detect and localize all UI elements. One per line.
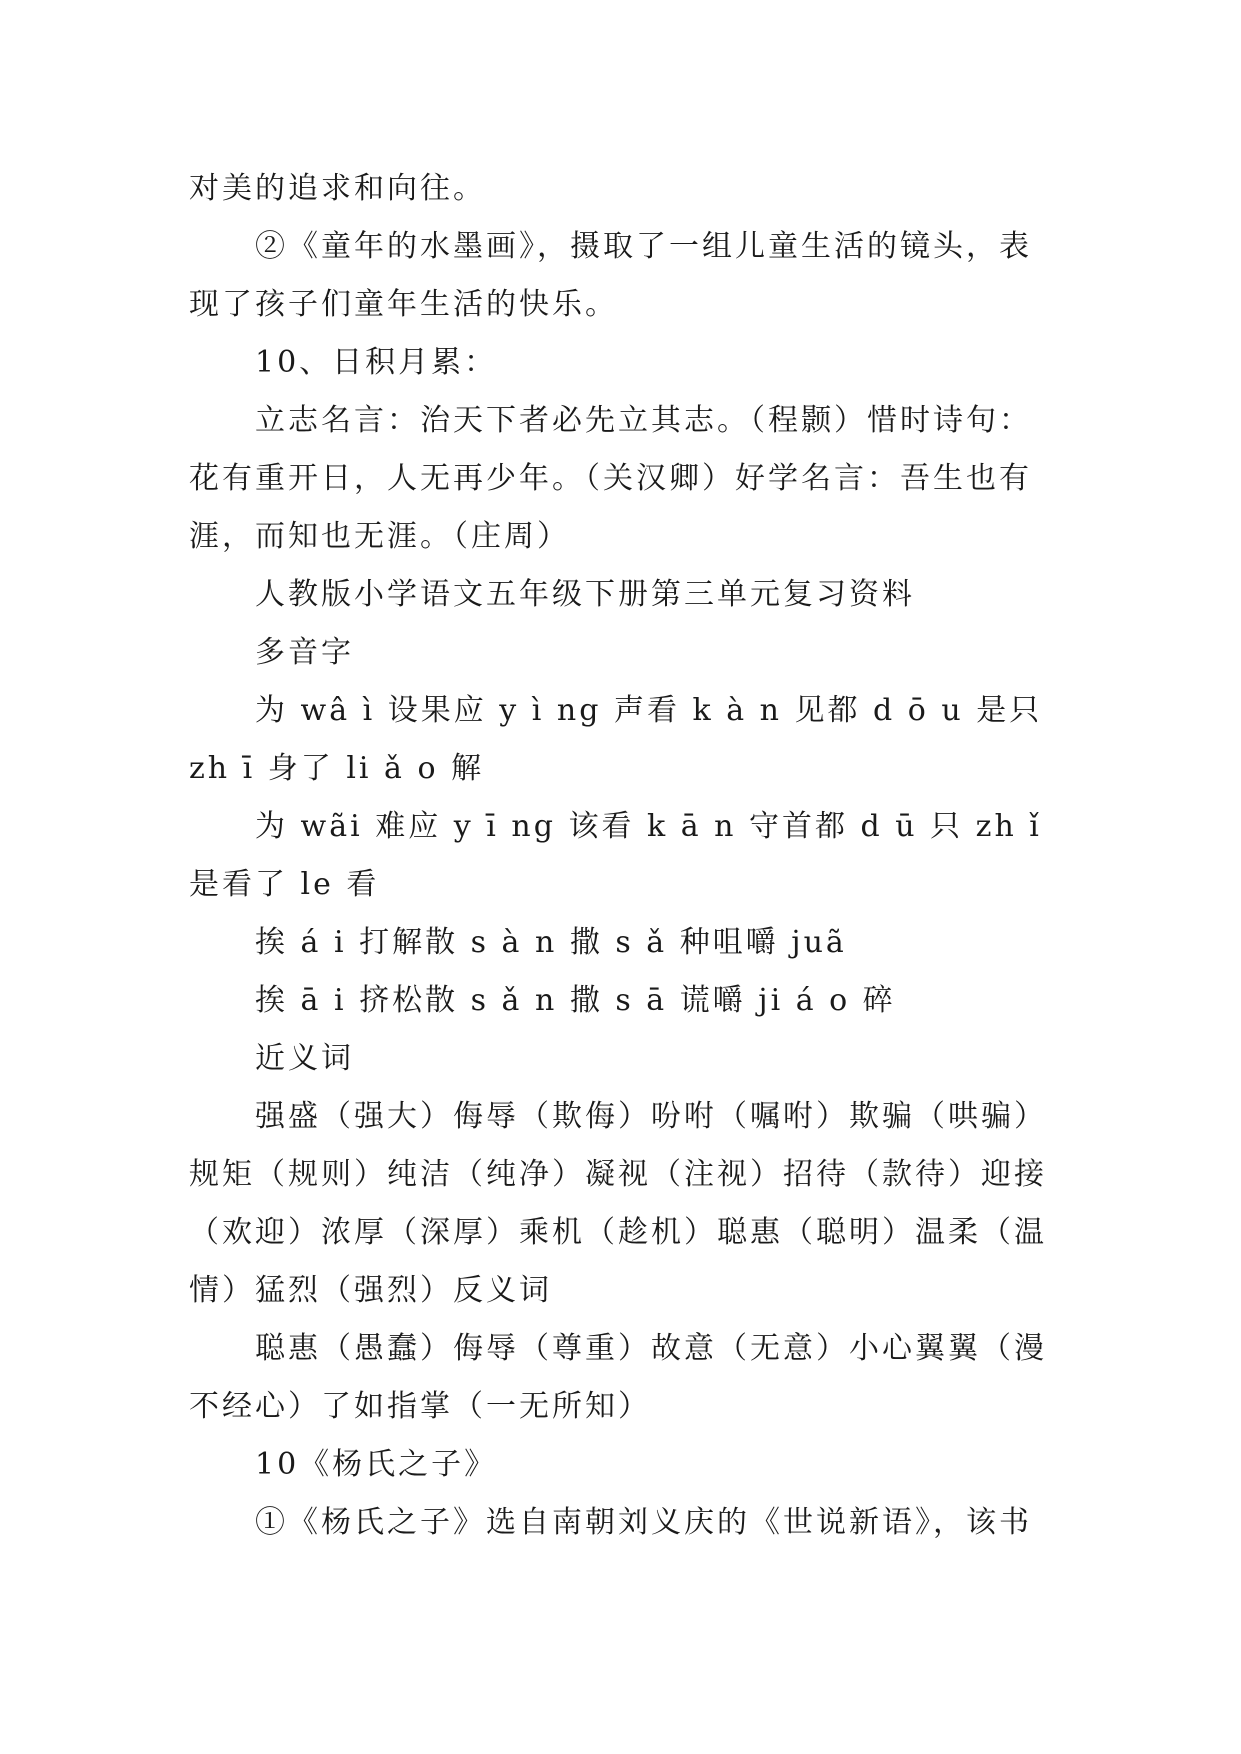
paragraph: ①《杨氏之子》选自南朝刘义庆的《世说新语》，该书 [255, 1505, 1032, 1540]
paragraph: 立志名言：治天下者必先立其志。（程颢）惜时诗句：花有重开日，人无再少年。（关汉卿）好学名言：吾生也有涯，而知也无涯。（庄周） [189, 403, 1032, 554]
document-body [189, 160, 1049, 1552]
pinyin-line: 为 wãi 难应 y ī ng 该看 k ā n 守首都 d ū 只 zh ǐ 是看了 le 看 [189, 809, 1042, 902]
section-heading: 10、日积月累： [255, 345, 498, 380]
paragraph: ②《童年的水墨画》，摄取了一组儿童生活的镜头，表现了孩子们童年生活的快乐。 [189, 229, 1032, 322]
pinyin-line: 挨 á i 打解散 s à n 撒 s ǎ 种咀嚼 juã [255, 925, 847, 960]
pinyin-line: 挨 ā i 挤松散 s ǎ n 撒 s ā 谎嚼 ji á o 碎 [255, 983, 896, 1018]
paragraph: 聪惠（愚蠢）侮辱（尊重）故意（无意）小心翼翼（漫不经心）了如指掌（一无所知） [189, 1331, 1047, 1424]
paragraph: 强盛（强大）侮辱（欺侮）吩咐（嘱咐）欺骗（哄骗）规矩（规则）纯洁（纯净）凝视（注视）招待（款待）迎接（欢迎）浓厚（深厚）乘机（趁机）聪惠（聪明）温柔（温情）猛烈（强烈）反义词 [189, 1099, 1047, 1308]
section-heading: 近义词 [255, 1041, 354, 1076]
section-heading: 10《杨氏之子》 [255, 1447, 498, 1482]
document-title: 人教版小学语文五年级下册第三单元复习资料 [255, 577, 915, 612]
paragraph: 对美的追求和向往。 [189, 171, 486, 206]
section-heading: 多音字 [255, 635, 354, 670]
pinyin-line: 为 wâ ì 设果应 y ì ng 声看 k à n 见都 d ō u 是只 zh ī 身了 li ǎ o 解 [189, 693, 1043, 786]
